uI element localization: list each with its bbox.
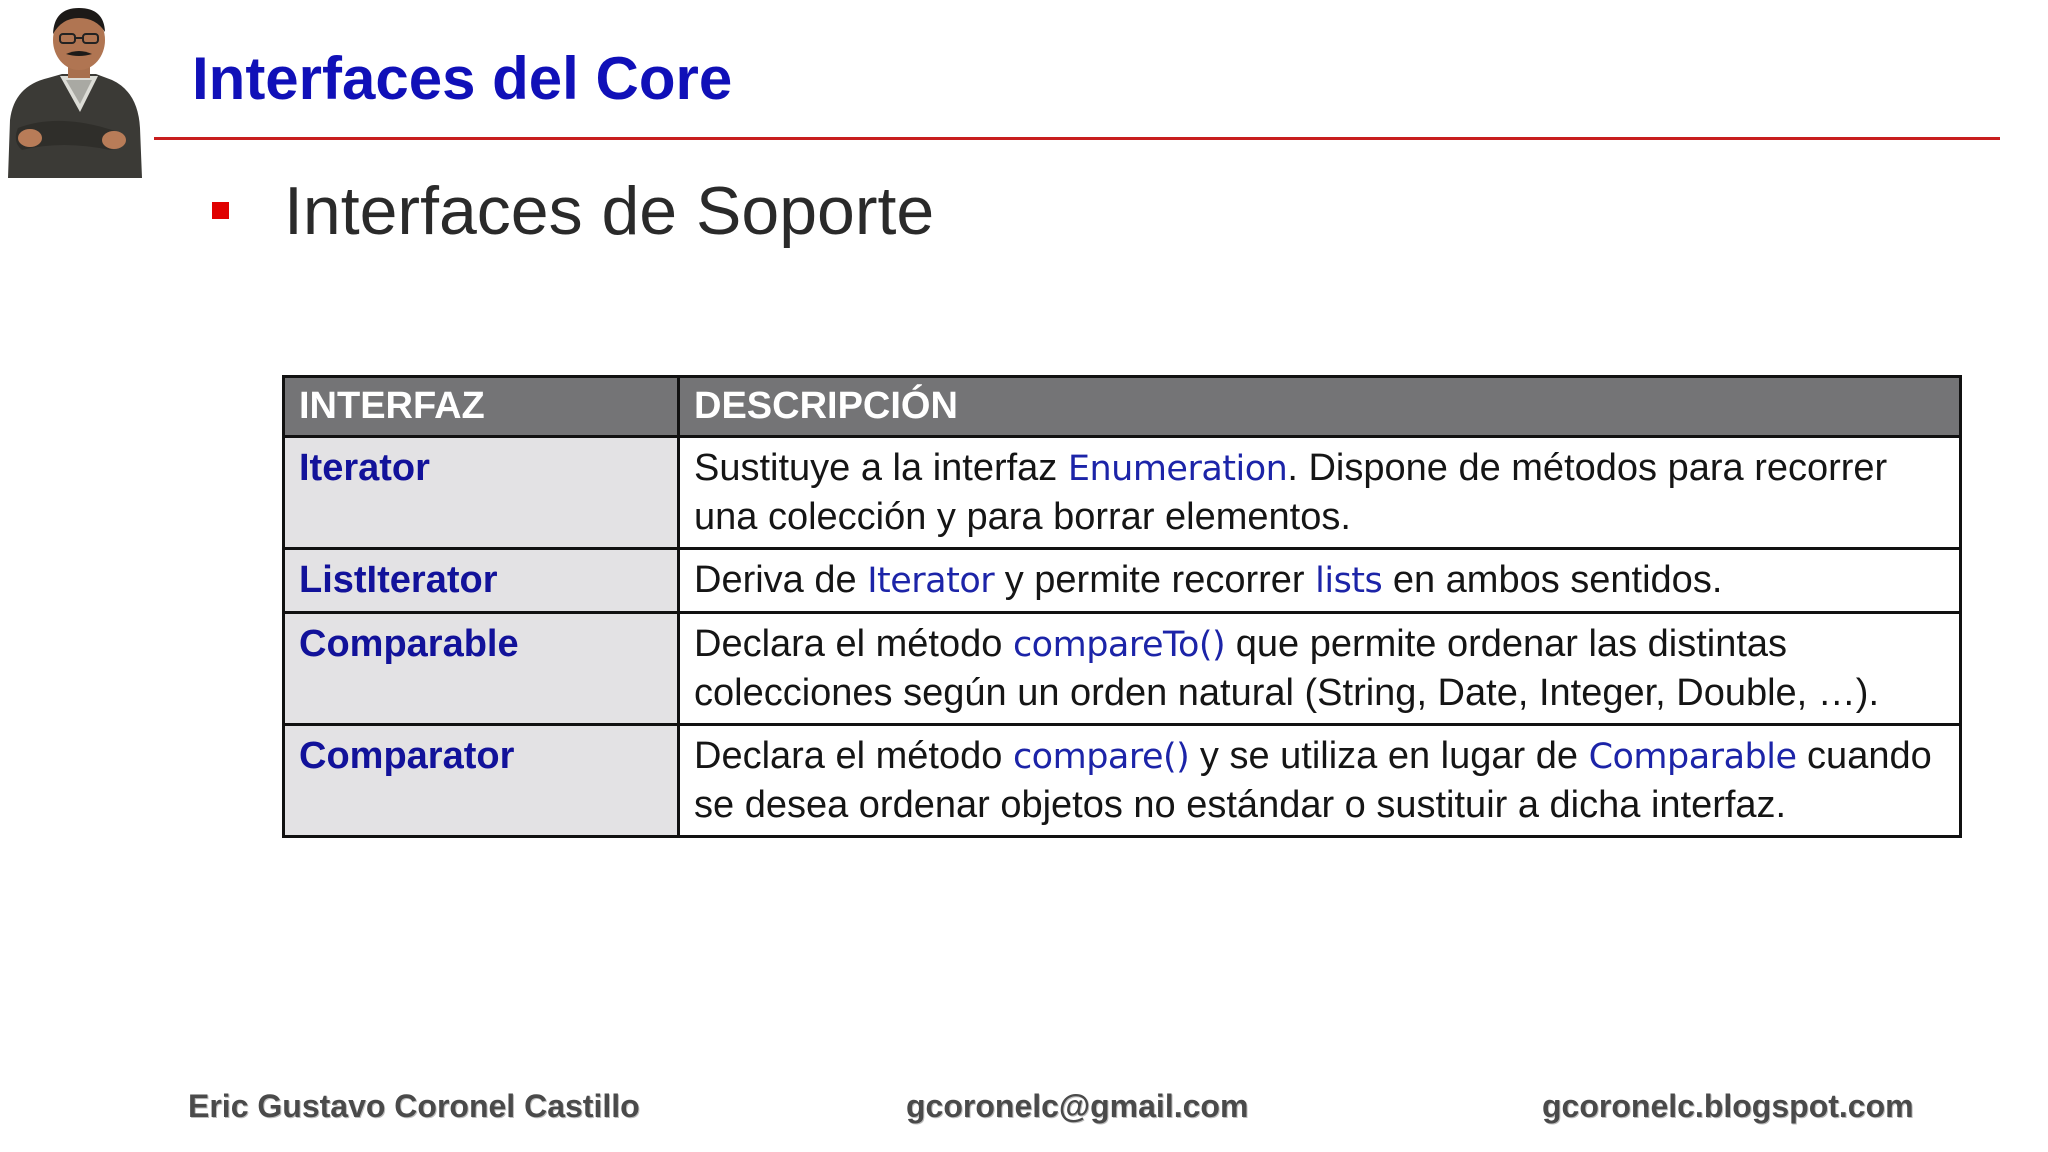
interfaces-table [282,375,1962,838]
keyword-text: compareTo() [1012,625,1226,665]
keyword-text: Iterator [867,561,995,601]
description-text: Deriva de [694,559,868,601]
description-text: que permite ordenar las distintas colecciones según un orden natural (String, Date, Integer, Double, …). [694,623,1880,714]
description-text: Declara el método [694,735,1013,777]
description-text: cuando se desea ordenar objetos no estándar o sustituir a dicha interfaz. [694,735,1932,826]
footer-author-name: Eric Gustavo Coronel Castillo [188,1088,640,1124]
interface-name-cell: ListIterator [284,549,679,613]
table-header-row [284,377,1961,437]
keyword-text: compare() [1012,737,1190,777]
keyword-text: Comparable [1588,737,1797,777]
description-text: Sustituye a la interfaz [694,447,1068,489]
table-row [284,437,1961,549]
interface-name-cell: Comparator [284,725,679,837]
table-row [284,613,1961,725]
red-square-bullet-icon [212,202,229,219]
footer-email: gcoronelc@gmail.com [906,1088,1249,1124]
interface-name-cell: Iterator [284,437,679,549]
description-cell [679,437,1961,549]
keyword-text: lists [1315,561,1383,601]
table-row [284,725,1961,837]
column-header-interfaz: INTERFAZ [284,377,679,437]
interface-name-cell: Comparable [284,613,679,725]
presenter-photo [0,0,150,178]
slide-title: Interfaces del Core [192,45,733,112]
description-text: . Dispone de métodos para recorrer una colección y para borrar elementos. [694,447,1888,538]
description-cell [679,725,1961,837]
description-text: Declara el método [694,623,1013,665]
description-cell [679,549,1961,613]
table-row [284,549,1961,613]
description-text: en ambos sentidos. [1382,559,1723,601]
description-text: y permite recorrer [994,559,1316,601]
bullet-heading: Interfaces de Soporte [284,173,935,249]
title-divider [154,137,2000,140]
description-text: y se utiliza en lugar de [1189,735,1589,777]
footer-blog-url: gcoronelc.blogspot.com [1542,1088,1914,1124]
keyword-text: Enumeration [1067,449,1288,489]
column-header-descripcion: DESCRIPCIÓN [679,377,1961,437]
description-cell [679,613,1961,725]
